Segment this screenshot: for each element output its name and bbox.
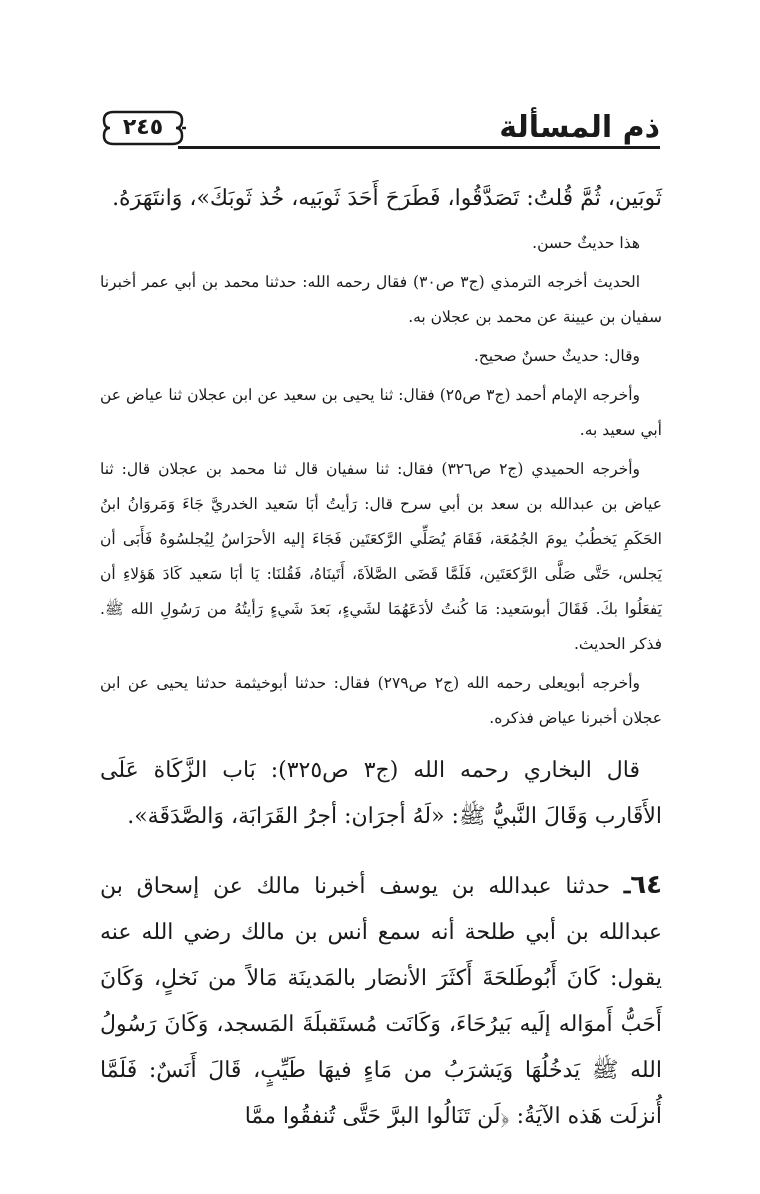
paragraph-bukhari-chapter: قال البخاري رحمه الله (ج٣ ص٣٢٥): بَاب الزَّكَاة عَلَى الأَقَارب وَقَالَ النَّبيُّ ﷺ: «لَهُ أجرَان: أجرُ القَرَابَة، وَالصَّدَقَة». bbox=[100, 758, 662, 829]
paragraph-tirmidhi: الحديث أخرجه الترمذي (ج٣ ص٣٠) فقال رحمه الله: حدثنا محمد بن أبي عمر أخبرنا سفيان بن عيينة عن محمد بن عجلان به. bbox=[100, 273, 662, 326]
paragraph-tirmidhi-grading: وقال: حديثٌ حسنٌ صحيح. bbox=[473, 347, 640, 365]
page-number: ٢٤٥ bbox=[122, 115, 164, 140]
paragraph-abuyala: وأخرجه أبويعلى رحمه الله (ج٢ ص٢٧٩) فقال: حدثنا أبوخيثمة حدثنا يحيى عن ابن عجلان أخبرنا عياض فذكره. bbox=[100, 674, 662, 727]
hadith-paragraph bbox=[100, 862, 662, 1140]
header-rule bbox=[178, 146, 660, 149]
paragraph-continuation: ثَوبَين، ثُمَّ قُلتُ: تَصَدَّقُوا، فَطَرَحَ أَحَدَ ثَوبَيه، خُذ ثَوبَكَ»، وَانتَهَرَهُ. bbox=[112, 186, 662, 211]
hadith-number: ٦٤ bbox=[630, 870, 663, 900]
page-number-frame bbox=[100, 108, 186, 148]
paragraph-ahmad: وأخرجه الإمام أحمد (ج٣ ص٢٥) فقال: ثنا يحيى بن سعيد عن ابن عجلان ثنا عياض عن أبي سعيد به. bbox=[100, 386, 662, 439]
hadith-dash: ـ bbox=[623, 873, 631, 899]
page-body bbox=[100, 176, 662, 1140]
page-header bbox=[100, 108, 660, 148]
paragraph-grading: هذا حديثٌ حسن. bbox=[532, 234, 640, 252]
running-title: ذم المسألة bbox=[499, 110, 660, 145]
paragraph-humaydi: وأخرجه الحميدي (ج٢ ص٣٢٦) فقال: ثنا سفيان قال ثنا محمد بن عجلان قال: ثنا عياض بن عبدالله بن سعد بن أبي سرح قال: رَأيتُ أبَا سَعيد الخدريَّ جَاءَ وَمَروَانُ ابنُ الحَكَمِ يَخطُبُ يومَ الجُمُعَة، فَقَامَ يُصَلِّي الرَّكعَتَين فَجَاءَ إليه الأحرَاسُ لِيُجلسُوهُ فَأَبَى أن يَجلس، حَتَّى صَلَّى الرَّكعَتَين، فَلَمَّا قَضَى الصَّلاَةَ، أَتَينَاهُ، فَقُلنَا: يَا أبَا سَعيد كَادَ هَؤلاءِ أن يَفعَلُوا بكَ. فَقَالَ أبوسَعيد: مَا كُنتُ لأدَعَهُمَا لشَيءٍ، بَعدَ شَيءٍ رَأيتُهُ من رَسُولِ الله ﷺ. فذكر الحديث. bbox=[100, 460, 662, 653]
hadith-text: حدثنا عبدالله بن يوسف أخبرنا مالك عن إسحاق بن عبدالله بن أبي طلحة أنه سمع أنس بن مالك رضي الله عنه يقول: كَانَ أَبُوطَلحَةَ أَكثَرَ الأنصَار بالمَدينَة مَالاً من نَخلٍ، وَكَانَ أَحَبُّ أَموَاله إلَيه بَيرُحَاءَ، وَكَانَت مُستَقبلَةَ المَسجد، وَكَانَ رَسُولُ الله ﷺ يَدخُلُهَا وَيَشرَبُ من مَاءٍ فيهَا طَيِّبٍ، قَالَ أَنَسٌ: فَلَمَّا أُنزلَت هَذه الآيَةُ: ﴿لَن تَنَالُوا البرَّ حَتَّى تُنفقُوا ممَّا bbox=[100, 874, 662, 1129]
